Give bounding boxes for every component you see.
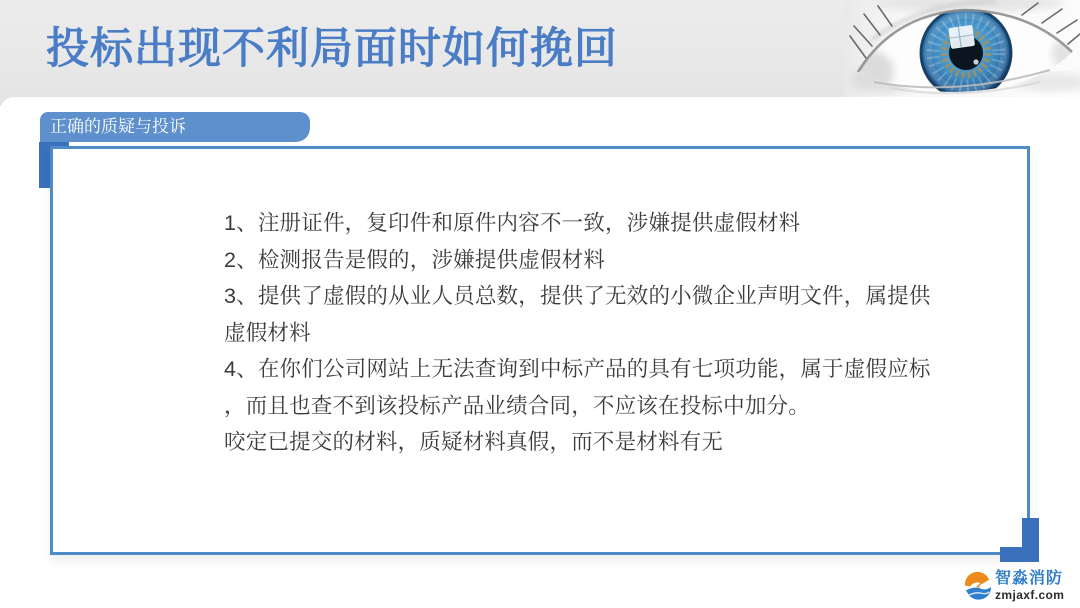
page-title: 投标出现不利局面时如何挽回: [46, 25, 618, 73]
eye-photo: [844, 0, 1080, 97]
body-line: 虚假材料: [224, 320, 311, 345]
eye-photo-graphic: [844, 0, 1080, 97]
corner-accent-bottom-right-arm: [1000, 547, 1039, 562]
body-text-block: [224, 205, 931, 461]
brand-logo-text: [995, 571, 1064, 601]
brand-logo-icon: [963, 572, 992, 601]
section-tab: 正确的质疑与投诉: [40, 112, 310, 142]
slide-header: [0, 0, 1080, 106]
body-line: 咬定已提交的材料，质疑材料真假，而不是材料有无: [224, 430, 724, 454]
brand-logo: [963, 571, 1064, 601]
body-line: 1、注册证件，复印件和原件内容不一致，涉嫌提供虚假材料: [224, 211, 801, 235]
brand-name: 智淼消防: [995, 570, 1064, 587]
body-line: 3、提供了虚假的从业人员总数，提供了无效的小微企业声明文件，属提供: [224, 284, 931, 308]
body-line: 2、检测报告是假的，涉嫌提供虚假材料: [224, 247, 606, 272]
brand-url: zmjaxf.com: [995, 588, 1065, 602]
body-line: 4、在你们公司网站上无法查询到中标产品的具有七项功能，属于虚假应标: [224, 357, 931, 381]
body-line: ，而且也查不到该投标产品业绩合同，不应该在投标中加分。: [224, 393, 810, 418]
